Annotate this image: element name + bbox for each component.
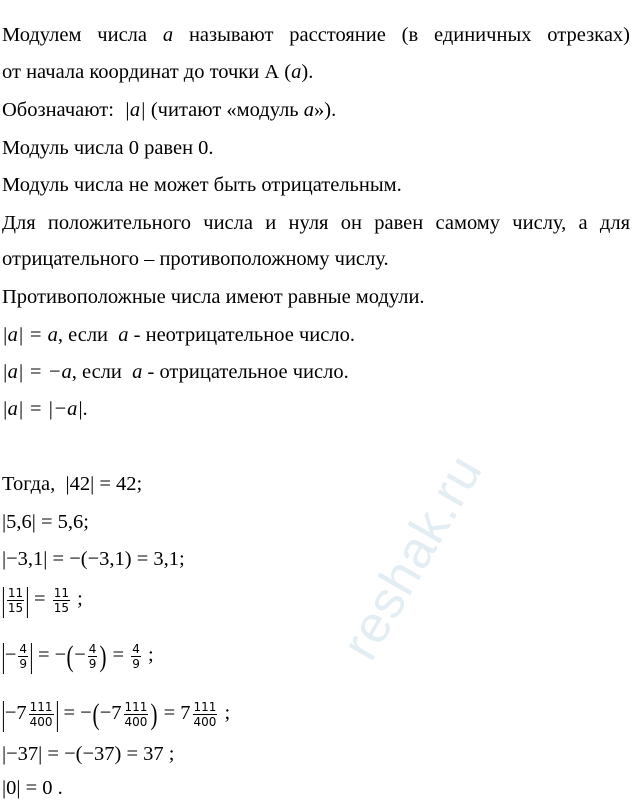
- formula: |a| = −a: [2, 361, 72, 383]
- paragraph-zero-modulus: Модуль числа 0 равен 0.: [2, 137, 214, 159]
- rule-equal-modulus: |a| = |−a|.: [2, 398, 89, 420]
- fraction: $\frac{11}{15}$: [53, 586, 69, 615]
- paragraph-rule-line2: отрицательного – противоположному числу.: [2, 248, 389, 270]
- variable-a: a: [291, 61, 302, 83]
- fraction: $\frac{111}{400}$: [193, 700, 217, 729]
- example-zero: |0| = 0 .: [2, 777, 63, 799]
- fraction: $\frac{11}{15}$: [7, 586, 24, 615]
- rule-nonnegative: |a| = a, если a - неотрицательное число.: [2, 324, 355, 346]
- example-5-6: |5,6| = 5,6;: [2, 511, 89, 533]
- example-fraction-4-9: |− $\frac{4}{9}$ | = −(− $\frac{4}{9}$ ) = $\frac{4}{9}$ ;: [1, 637, 154, 675]
- paragraph-rule-line1: Для положительного числа и нуля он равен самому числу, а для: [2, 212, 630, 234]
- variable-a: a: [118, 324, 129, 346]
- rule-negative: |a| = −a, если a - отрицательное число.: [2, 361, 349, 383]
- fraction: $\frac{4}{9}$: [88, 642, 97, 671]
- watermark-logo: reshak.ru: [330, 444, 494, 670]
- variable-a: a: [162, 24, 174, 46]
- fraction: $\frac{111}{400}$: [124, 700, 148, 729]
- example-fraction-11-15: | $\frac{11}{15}$ | = $\frac{11}{15}$ ;: [1, 581, 83, 619]
- fraction: $\frac{4}{9}$: [19, 642, 28, 671]
- example-mixed-7-111-400: |−7 $\frac{111}{400}$ | = −(−7 $\frac{111}{400}$ ) = 7 $\frac{111}{400}$ ;: [1, 695, 231, 733]
- example-minus-37: |−37| = −(−37) = 37 ;: [2, 743, 175, 765]
- fraction: $\frac{4}{9}$: [132, 642, 140, 671]
- paragraph-opposite-numbers: Противоположные числа имеют равные модули.: [2, 286, 425, 308]
- paragraph-definition-line2: от начала координат до точки А (a).: [2, 61, 314, 83]
- paragraph-notation: Обозначают: |a| (читают «модуль a»).: [2, 99, 337, 121]
- variable-a: a: [132, 361, 143, 383]
- example-minus-3-1: |−3,1| = −(−3,1) = 3,1;: [2, 548, 185, 570]
- fraction: $\frac{111}{400}$: [29, 700, 53, 729]
- example-42: Тогда, |42| = 42;: [2, 473, 143, 495]
- paragraph-definition-line1: Модулем числа a называют расстояние (в единичных отрезках): [2, 24, 631, 46]
- formula: |a| = a: [2, 324, 58, 346]
- modulus-notation: |a|: [124, 99, 146, 121]
- paragraph-nonnegative: Модуль числа не может быть отрицательным.: [2, 174, 402, 196]
- variable-a: a: [303, 99, 315, 121]
- formula: |42| = 42;: [65, 473, 143, 495]
